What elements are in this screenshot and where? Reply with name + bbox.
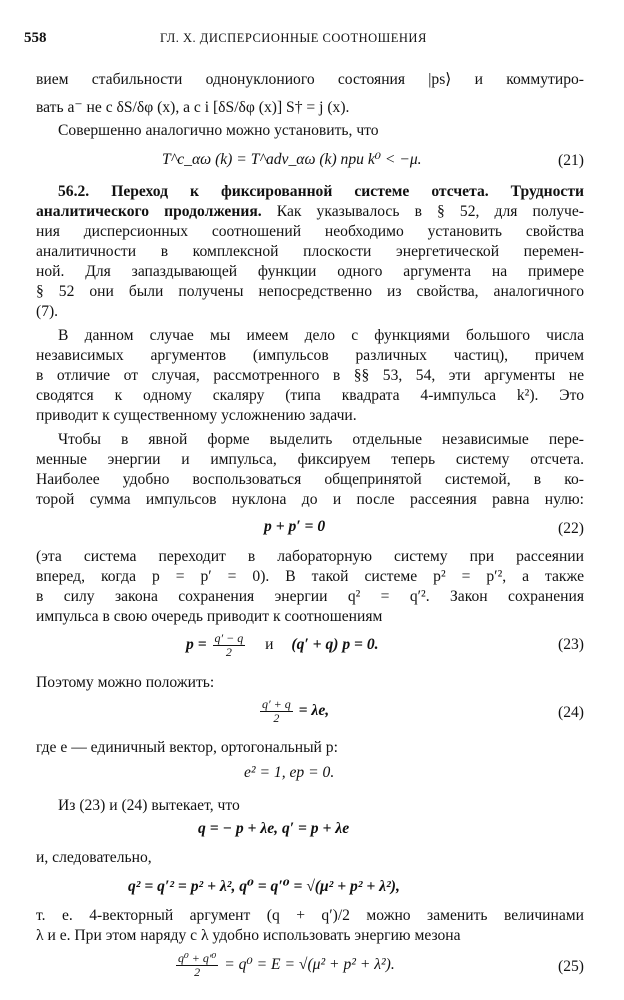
equation-body: T^c_αω (k) = T^adv_αω (k) при k⁰ < −μ. bbox=[162, 151, 422, 168]
equation-body bbox=[186, 632, 379, 659]
text-line: Наиболее удобно воспользоваться общепринятой системой, в ко- bbox=[36, 471, 584, 488]
text-line: (7). bbox=[36, 303, 59, 320]
section-title bbox=[58, 182, 584, 202]
eq-rhs: = λe, bbox=[298, 702, 330, 720]
equation-number: (21) bbox=[558, 152, 584, 169]
equation-e bbox=[36, 764, 584, 790]
equation-number: (22) bbox=[558, 520, 584, 537]
equation-number: (25) bbox=[558, 958, 584, 975]
equation-body: q² = q′² = p² + λ², q⁰ = q′⁰ = √(μ² + p² + λ²), bbox=[128, 878, 400, 895]
fraction-denominator: 2 bbox=[273, 711, 280, 725]
fraction bbox=[213, 632, 246, 659]
equation-q bbox=[36, 820, 584, 846]
text-line: и, следовательно, bbox=[36, 849, 152, 866]
text-line: вперед, когда p = p′ = 0). В такой системе p² = p′², а также bbox=[36, 568, 584, 585]
text-line: Из (23) и (24) вытекает, что bbox=[58, 797, 240, 814]
fraction-denominator: 2 bbox=[225, 645, 232, 659]
text-line: В данном случае мы имеем дело с функциями большого числа bbox=[58, 327, 584, 344]
fraction-numerator: q′ + q bbox=[262, 697, 291, 711]
fraction-numerator: q⁰ + q′⁰ bbox=[178, 951, 217, 965]
fraction bbox=[260, 698, 293, 725]
equation-21 bbox=[36, 150, 584, 176]
eq-rhs: (q′ + q) p = 0. bbox=[291, 636, 379, 654]
text-line: вием стабильности однонуклониого состояния |ps⟩ и коммутиро- bbox=[36, 71, 584, 88]
equation-body: q = − p + λe, q′ = p + λe bbox=[198, 820, 350, 837]
page-header bbox=[24, 30, 600, 52]
text-line: в отличие от случая, рассмотренного в §§ 53, 54, эти аргументы не bbox=[36, 367, 584, 384]
section-heading: 56.2. Переход к фиксированной системе отсчета. Трудности bbox=[58, 183, 584, 200]
text-line: λ и e. При этом наряду с λ удобно использовать энергию мезона bbox=[36, 927, 461, 944]
text-line bbox=[36, 202, 584, 222]
section-heading-cont: аналитического продолжения. bbox=[36, 203, 262, 220]
eq-lhs: p = bbox=[186, 636, 207, 654]
fraction-numerator: q′ − q bbox=[214, 631, 244, 645]
fraction-denominator: 2 bbox=[194, 965, 201, 979]
text-line: в силу закона сохранения энергии q² = q′². Закон сохранения bbox=[36, 588, 584, 605]
text-line: § 52 они были получены непосредственно из свойства, аналогичного bbox=[36, 283, 584, 300]
text-line: сводятся к одному скаляру (типа квадрата 4-импульса k²). Это bbox=[36, 387, 584, 404]
fraction bbox=[176, 952, 218, 979]
text-line: ния дисперсионных соотношений необходимо установить свойства bbox=[36, 223, 584, 240]
equation-body: p + p′ = 0 bbox=[264, 518, 326, 535]
text-line: менные энергии и импульса, фиксируем теперь систему отсчета. bbox=[36, 451, 584, 468]
text-line: торой сумма импульсов нуклона до и после рассеяния равна нулю: bbox=[36, 491, 584, 508]
text-line: (эта система переходит в лабораторную систему при рассеянии bbox=[36, 548, 584, 565]
equation-24 bbox=[36, 696, 584, 730]
text-line: где e — единичный вектор, ортогональный p: bbox=[36, 739, 338, 756]
equation-body bbox=[258, 698, 329, 725]
equation-25 bbox=[36, 952, 584, 986]
text-line: ной. Для запаздывающей функции одного аргумента на примере bbox=[36, 263, 584, 280]
eq-conj: и bbox=[265, 636, 274, 654]
text-line: т. е. 4-векторный аргумент (q + q′)/2 можно заменить величинами bbox=[36, 907, 584, 924]
text-line: приводит к существенному усложнению задачи. bbox=[36, 407, 357, 424]
page-number: 558 bbox=[24, 30, 47, 46]
text-line: Поэтому можно положить: bbox=[36, 674, 215, 691]
text-line: Совершенно аналогично можно установить, что bbox=[58, 122, 379, 139]
eq-rhs: = q⁰ = E = √(μ² + p² + λ²). bbox=[224, 956, 395, 974]
text-line: независимых аргументов (импульсов различных частиц), причем bbox=[36, 347, 584, 364]
equation-23 bbox=[36, 628, 584, 662]
text-line: импульса в свою очередь приводит к соотношениям bbox=[36, 608, 383, 625]
equation-body bbox=[174, 952, 395, 979]
running-head: ГЛ. X. ДИСПЕРСИОННЫЕ СООТНОШЕНИЯ bbox=[160, 31, 427, 45]
equation-number: (24) bbox=[558, 704, 584, 721]
text-line: аналитичности в комплексной плоскости энергетической перемен- bbox=[36, 243, 584, 260]
equation-number: (23) bbox=[558, 636, 584, 653]
text-span: Как указывалось в § 52, для получе- bbox=[261, 203, 584, 220]
equation-body: e² = 1, ep = 0. bbox=[244, 764, 335, 781]
equation-22 bbox=[36, 518, 584, 544]
equation-q-squared bbox=[36, 876, 584, 902]
text-line: Чтобы в явной форме выделить отдельные независимые пере- bbox=[58, 431, 584, 448]
text-line: вать a⁻ не с δS/δφ (x), а с i [δS/δφ (x)] S† = j (x). bbox=[36, 99, 350, 116]
